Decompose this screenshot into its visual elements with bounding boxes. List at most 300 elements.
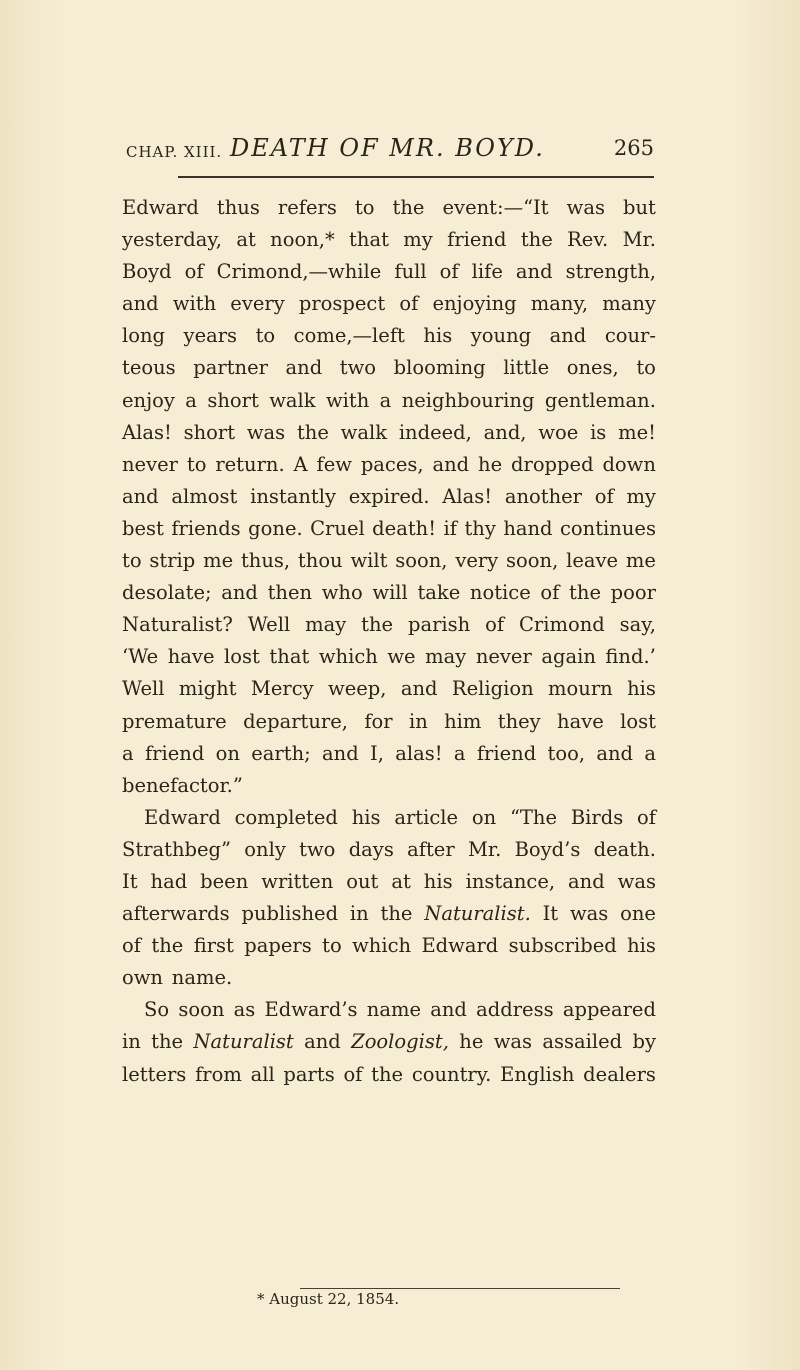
- word-text: of: [399, 292, 419, 316]
- word-text: find.’: [605, 645, 656, 669]
- word-text: So: [144, 998, 170, 1022]
- word: [542, 1026, 622, 1058]
- word-text: thy: [464, 516, 496, 540]
- word-text: full: [394, 260, 427, 284]
- word: [548, 673, 613, 705]
- word-text: prospect: [298, 292, 386, 316]
- word: [294, 449, 308, 481]
- word: [594, 834, 656, 866]
- word: [506, 545, 558, 577]
- word: [122, 577, 212, 609]
- word-text: assailed: [542, 1030, 623, 1054]
- word-text: had: [150, 869, 188, 893]
- word: [322, 930, 342, 962]
- word-text: years: [183, 324, 238, 348]
- word-text: I,: [370, 741, 384, 765]
- word: [122, 545, 142, 577]
- word: [484, 417, 527, 449]
- word: [424, 898, 531, 930]
- word: [297, 417, 329, 449]
- word-text: of: [122, 934, 141, 958]
- word-text: his: [423, 324, 453, 348]
- word-text: never: [122, 452, 178, 476]
- word-text: refers: [277, 196, 337, 219]
- word: [346, 866, 378, 898]
- word-text: he: [459, 1030, 484, 1054]
- text-line: [122, 1026, 656, 1058]
- word-text: down: [602, 452, 656, 476]
- word-text: a: [122, 741, 134, 765]
- word-text: Crimond: [519, 613, 605, 637]
- word: [122, 834, 231, 866]
- word: [626, 481, 656, 513]
- word-text: from: [195, 1062, 242, 1086]
- word-text: come,—left: [293, 324, 405, 348]
- word-text: of: [540, 581, 560, 605]
- word-text: and,: [483, 420, 527, 444]
- word-text: article: [394, 805, 459, 829]
- word-text: poor: [610, 581, 656, 605]
- word-text: me: [625, 549, 656, 573]
- word: [447, 224, 506, 256]
- word-text: of: [184, 260, 204, 284]
- word-text: soon,: [506, 549, 559, 573]
- word-text: the: [361, 613, 394, 637]
- word-text: return.: [215, 452, 285, 476]
- word: [171, 481, 237, 513]
- word: [541, 641, 596, 673]
- text-line: [122, 577, 656, 609]
- word: [464, 513, 495, 545]
- word-text: two: [299, 837, 336, 861]
- word-text: of: [485, 613, 505, 637]
- word-text: was: [493, 1030, 533, 1054]
- word-text: Mercy: [250, 677, 314, 701]
- word: [235, 802, 338, 834]
- word: [430, 994, 467, 1026]
- word: [145, 738, 204, 770]
- word: [393, 192, 425, 224]
- word: [187, 449, 207, 481]
- word: [440, 256, 459, 288]
- word-text: earth;: [251, 741, 311, 765]
- word-text: Boyd: [122, 260, 172, 284]
- word-text: ‘We: [122, 645, 159, 669]
- word: [633, 1026, 657, 1058]
- word: [443, 192, 549, 224]
- word-text: again: [541, 645, 596, 669]
- word: [567, 192, 605, 224]
- word-text: Well: [122, 677, 165, 701]
- word: [195, 1059, 242, 1091]
- word-text: then: [267, 581, 313, 605]
- word-text: and: [549, 324, 587, 348]
- word: [122, 930, 141, 962]
- word: [602, 449, 655, 481]
- word: [550, 320, 587, 352]
- word-text: and: [430, 998, 467, 1022]
- word-text: the: [371, 1062, 404, 1086]
- word: [179, 673, 237, 705]
- word: [403, 224, 433, 256]
- word-text: many: [602, 292, 656, 316]
- word-text: on: [215, 741, 240, 765]
- word: [185, 256, 204, 288]
- word: [595, 481, 614, 513]
- text-line: [122, 320, 656, 352]
- word-text: noon,*: [270, 228, 335, 252]
- text-line: [122, 738, 656, 770]
- word: [122, 673, 164, 705]
- italic-text: Naturalist.: [424, 902, 531, 926]
- word-text: cour-: [604, 324, 656, 348]
- word-text: of: [594, 484, 614, 508]
- chapter-label: CHAP. XIII.: [126, 143, 223, 161]
- word-text: was: [617, 869, 656, 893]
- word-text: hand: [503, 516, 553, 540]
- word: [395, 545, 447, 577]
- word-text: very: [455, 549, 499, 573]
- page-title: DEATH OF MR. BOYD.: [230, 134, 545, 162]
- text-line: [122, 802, 656, 834]
- word-text: and: [400, 677, 438, 701]
- word: [269, 641, 309, 673]
- word-text: with: [172, 292, 217, 316]
- word-text: walk: [340, 420, 388, 444]
- word: [394, 802, 458, 834]
- word-text: premature: [122, 709, 227, 733]
- word-text: and: [122, 484, 159, 508]
- word: [299, 288, 385, 320]
- word-text: friend: [144, 741, 205, 765]
- word: [151, 866, 188, 898]
- word-text: life: [471, 260, 503, 284]
- text-line: [122, 930, 656, 962]
- word-text: Edward’s: [264, 998, 358, 1022]
- word-text: in: [122, 1030, 141, 1054]
- word-text: “The: [509, 805, 558, 829]
- word: [602, 288, 656, 320]
- word-text: country.: [411, 1062, 492, 1086]
- word: [505, 481, 582, 513]
- word-text: long: [122, 324, 166, 348]
- word-text: papers: [244, 934, 312, 958]
- word-text: his: [627, 934, 656, 958]
- word: [122, 352, 176, 384]
- word: [203, 545, 233, 577]
- word-text: was: [566, 196, 605, 219]
- word-text: in: [349, 902, 369, 926]
- word-text: one: [620, 902, 656, 926]
- word: [171, 513, 240, 545]
- word-text: he: [478, 452, 503, 476]
- word: [372, 577, 407, 609]
- word-text: to: [322, 934, 342, 958]
- word-text: Religion: [451, 677, 534, 701]
- word-text: and: [432, 452, 470, 476]
- word: [401, 673, 438, 705]
- word-text: have: [167, 645, 215, 669]
- word: [122, 288, 159, 320]
- word: [623, 192, 656, 224]
- word-text: that: [269, 645, 310, 669]
- word-text: and: [122, 292, 159, 316]
- word-text: after: [407, 837, 455, 861]
- word: [394, 256, 426, 288]
- word-text: all: [250, 1062, 275, 1086]
- word: [590, 417, 606, 449]
- word: [510, 802, 557, 834]
- word-text: as: [233, 998, 256, 1022]
- word: [543, 898, 559, 930]
- word: [122, 1059, 186, 1091]
- word-text: may: [305, 613, 347, 637]
- word: [349, 224, 389, 256]
- word-text: too,: [547, 741, 586, 765]
- word: [248, 609, 290, 641]
- word: [122, 641, 158, 673]
- word: [432, 449, 469, 481]
- word: [328, 673, 386, 705]
- word-text: of: [343, 1062, 363, 1086]
- word: [355, 192, 375, 224]
- word-text: It: [542, 902, 559, 926]
- word: [394, 352, 486, 384]
- word: [626, 545, 656, 577]
- word-text: mourn: [548, 677, 613, 701]
- word: [299, 834, 335, 866]
- word-text: lost: [224, 645, 260, 669]
- word: [627, 673, 656, 705]
- text-line: [122, 673, 656, 705]
- word-text: almost: [171, 484, 238, 508]
- word: [472, 256, 503, 288]
- word: [172, 962, 232, 994]
- word: [519, 609, 605, 641]
- word: [294, 320, 405, 352]
- word-text: soon,: [395, 549, 448, 573]
- word-text: and: [515, 260, 553, 284]
- word: [627, 930, 656, 962]
- word: [557, 706, 604, 738]
- word: [151, 1026, 183, 1058]
- word-text: continues: [560, 516, 656, 540]
- word-text: say,: [619, 613, 656, 637]
- word: [623, 224, 656, 256]
- text-line: [122, 962, 656, 994]
- word: [399, 417, 472, 449]
- word-text: they: [497, 709, 541, 733]
- word: [611, 577, 656, 609]
- word: [217, 192, 260, 224]
- word: [605, 641, 655, 673]
- word: [351, 1026, 449, 1058]
- text-line: [122, 513, 656, 545]
- word-text: enjoying: [432, 292, 517, 316]
- word-text: letters: [122, 1062, 187, 1086]
- text-line: [122, 417, 656, 449]
- word: [194, 930, 234, 962]
- word: [391, 866, 410, 898]
- word-text: short: [207, 388, 259, 412]
- word: [193, 352, 268, 384]
- word: [570, 898, 608, 930]
- word: [122, 1026, 141, 1058]
- word-text: friend: [476, 741, 537, 765]
- word-text: to: [255, 324, 276, 348]
- word-text: parts: [283, 1062, 335, 1086]
- word: [425, 641, 466, 673]
- word-text: Strathbeg”: [122, 837, 232, 861]
- header-rule: [178, 176, 654, 178]
- word: [409, 706, 428, 738]
- word-text: death.: [593, 837, 656, 861]
- word-text: friends: [171, 516, 241, 540]
- word: [144, 994, 169, 1026]
- word: [531, 288, 588, 320]
- word: [322, 738, 359, 770]
- word-text: leave: [566, 549, 619, 573]
- word-text: written: [261, 869, 334, 893]
- word: [310, 513, 365, 545]
- word-text: might: [178, 677, 237, 701]
- word-text: yesterday,: [122, 228, 222, 252]
- word: [515, 834, 581, 866]
- word-text: of: [637, 805, 656, 829]
- word-text: address: [476, 998, 554, 1022]
- word-text: first: [193, 934, 234, 958]
- word: [215, 449, 284, 481]
- word-text: a: [185, 388, 197, 412]
- word: [261, 866, 333, 898]
- word: [408, 609, 470, 641]
- word: [500, 1059, 574, 1091]
- word: [193, 1026, 293, 1058]
- word-text: Mr.: [467, 837, 502, 861]
- word: [122, 320, 165, 352]
- word-text: Edward: [421, 934, 499, 958]
- word: [352, 802, 381, 834]
- word-text: and: [304, 1030, 341, 1054]
- word-text: never: [475, 645, 532, 669]
- word-text: name.: [171, 966, 233, 990]
- word: [251, 1059, 275, 1091]
- word: [618, 417, 656, 449]
- italic-text: Naturalist: [193, 1030, 294, 1054]
- word: [122, 770, 243, 802]
- word: [122, 609, 233, 641]
- word: [571, 802, 623, 834]
- word: [265, 994, 358, 1026]
- word: [370, 738, 384, 770]
- word-text: published: [241, 902, 339, 926]
- word: [184, 417, 235, 449]
- word: [521, 224, 553, 256]
- word: [350, 545, 387, 577]
- word: [173, 288, 216, 320]
- word: [540, 577, 559, 609]
- word-text: Edward: [122, 196, 199, 219]
- word-text: dropped: [511, 452, 594, 476]
- running-header: [126, 134, 654, 170]
- word-text: on: [471, 805, 497, 829]
- word: [476, 994, 553, 1026]
- word-text: subscribed: [508, 934, 617, 958]
- word-text: Boyd’s: [514, 837, 581, 861]
- word-text: strength,: [565, 260, 656, 284]
- word-text: best: [122, 516, 164, 540]
- word: [407, 834, 455, 866]
- word: [122, 962, 163, 994]
- word-text: will: [372, 581, 408, 605]
- word-text: walk: [269, 388, 316, 412]
- word: [387, 641, 415, 673]
- word: [305, 609, 346, 641]
- word: [421, 930, 498, 962]
- word: [569, 577, 601, 609]
- word: [352, 930, 411, 962]
- word-text: and: [285, 356, 323, 380]
- word-text: we: [387, 645, 416, 669]
- word: [350, 898, 369, 930]
- word: [122, 449, 178, 481]
- word-text: take: [417, 581, 461, 605]
- word: [122, 256, 172, 288]
- word-text: few: [316, 452, 352, 476]
- word-text: the: [520, 228, 553, 252]
- text-line: [122, 641, 656, 673]
- word: [367, 994, 421, 1026]
- word: [472, 802, 496, 834]
- word-text: the: [296, 420, 329, 444]
- word: [477, 738, 536, 770]
- word: [268, 577, 313, 609]
- word: [583, 1059, 656, 1091]
- text-line: [122, 994, 656, 1026]
- word-text: enjoy: [122, 388, 175, 412]
- word: [364, 706, 392, 738]
- word: [620, 609, 656, 641]
- word: [444, 706, 481, 738]
- word: [560, 513, 656, 545]
- word-text: me: [203, 549, 234, 573]
- word: [241, 545, 290, 577]
- word: [548, 738, 586, 770]
- footnote: * August 22, 1854.: [257, 1290, 400, 1308]
- word-text: thus: [216, 196, 260, 219]
- word: [566, 256, 656, 288]
- word: [468, 834, 501, 866]
- word: [256, 320, 276, 352]
- word: [184, 320, 238, 352]
- word-text: thus,: [240, 549, 291, 573]
- word-text: out: [346, 869, 379, 893]
- word-text: Alas!: [122, 420, 172, 444]
- text-line: [122, 256, 656, 288]
- word-text: only: [244, 837, 286, 861]
- word-text: for: [364, 709, 393, 733]
- word-text: paces,: [360, 452, 424, 476]
- word: [248, 513, 303, 545]
- word-text: every: [230, 292, 285, 316]
- word-text: benefactor.”: [122, 773, 243, 797]
- word-text: neighbouring: [401, 388, 535, 412]
- word: [168, 641, 215, 673]
- word: [241, 898, 338, 930]
- text-line: [122, 866, 656, 898]
- word-text: soon: [178, 998, 225, 1022]
- word-text: A: [293, 452, 308, 476]
